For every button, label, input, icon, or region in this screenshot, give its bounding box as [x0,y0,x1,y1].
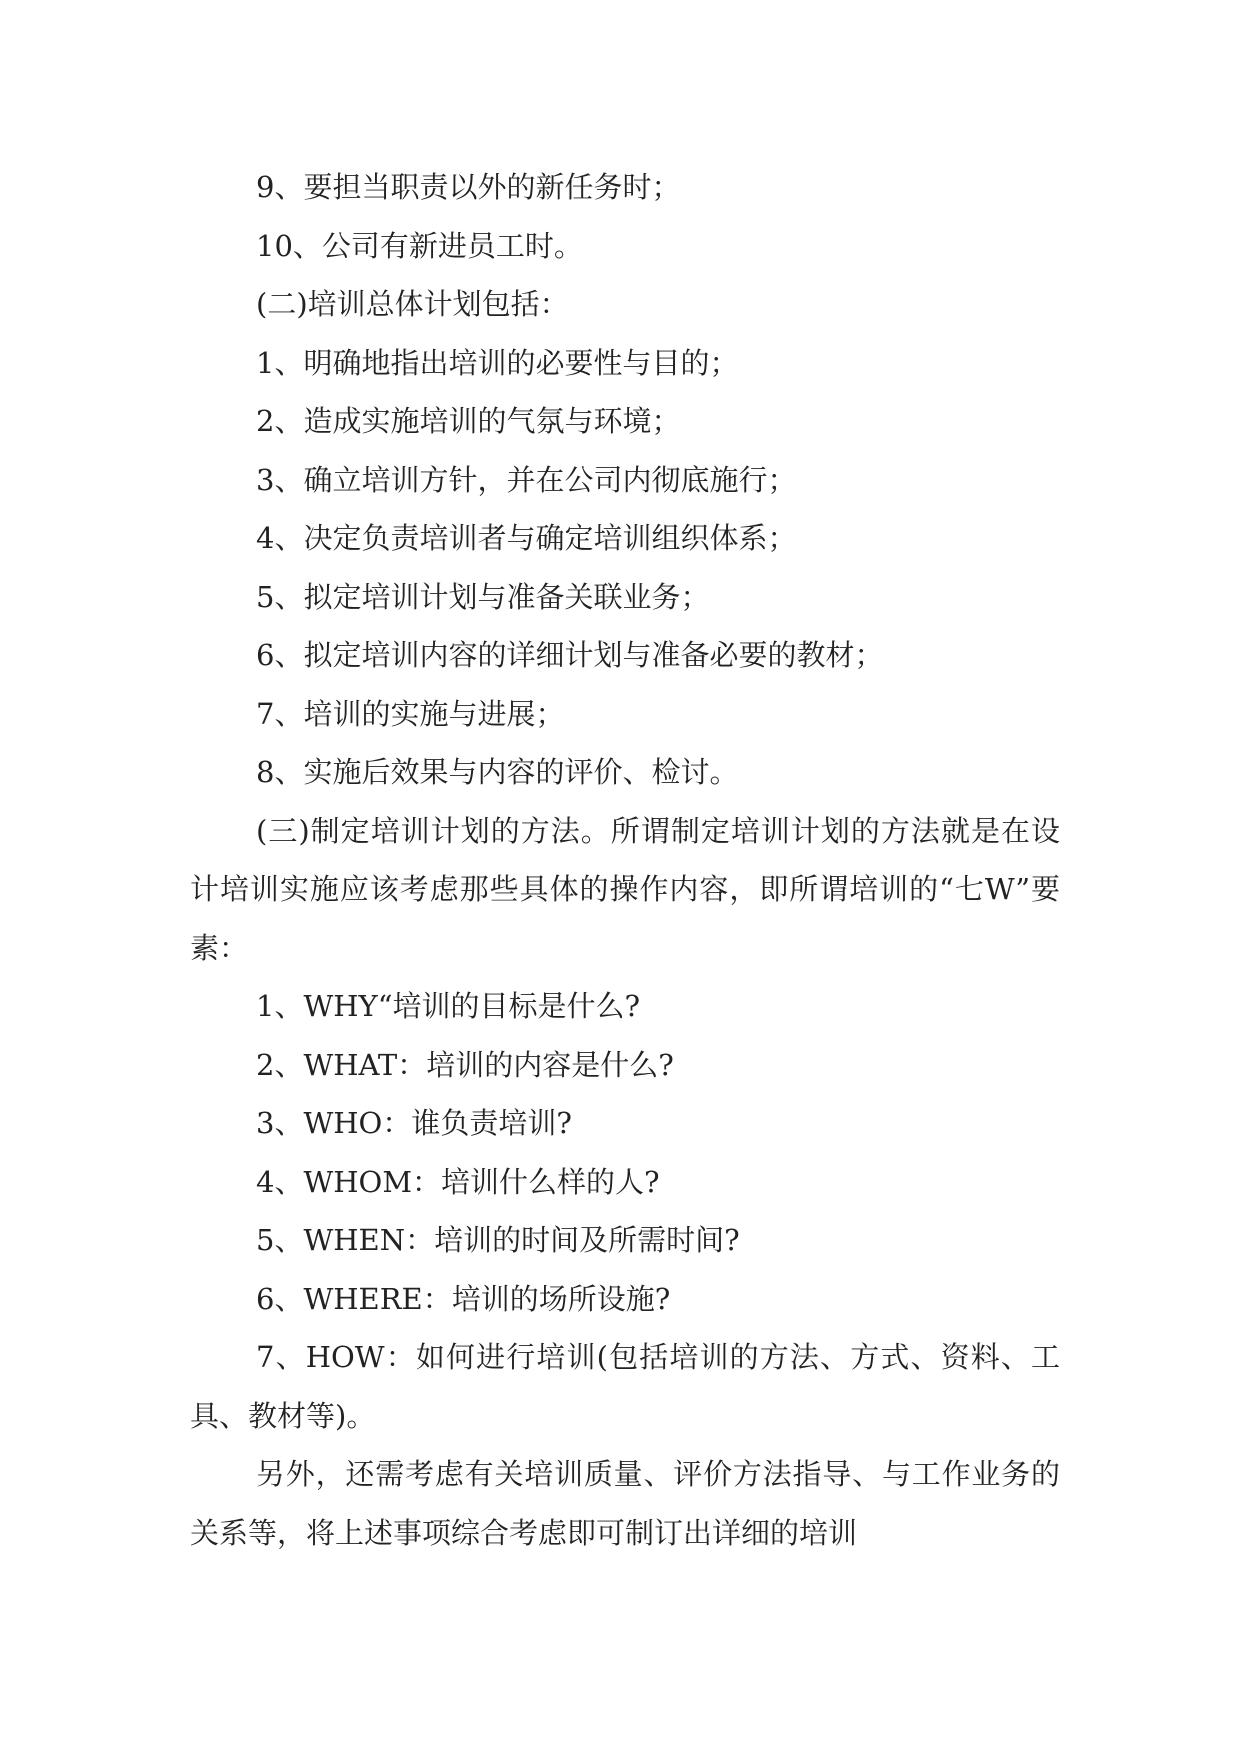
w-item-who: 3、WHO：谁负责培训? [256,1106,572,1140]
section-heading-2: (二)培训总体计划包括： [256,287,569,321]
w-item-when: 5、WHEN：培训的时间及所需时间? [256,1223,740,1257]
document-body [190,158,1060,1562]
w-item-where: 6、WHERE：培训的场所设施? [256,1281,671,1316]
w-item-what: 2、WHAT：培训的内容是什么? [256,1047,674,1082]
list-item-9: 9、要担当职责以外的新任务时； [256,170,681,204]
plan-item-8: 8、实施后效果与内容的评价、检讨。 [256,755,739,789]
list-item-10: 10、公司有新进员工时。 [256,228,583,263]
w-item-why: 1、WHY“培训的目标是什么? [256,989,641,1023]
plan-item-4: 4、决定负责培训者与确定培训组织体系； [256,521,797,555]
w-item-how: 7、HOW：如何进行培训(包括培训的方法、方式、资料、工具、教材等)。 [190,1340,1060,1433]
plan-item-7: 7、培训的实施与进展； [256,696,565,731]
plan-item-6: 6、拟定培训内容的详细计划与准备必要的教材； [256,638,884,672]
plan-item-5: 5、拟定培训计划与准备关联业务； [256,579,710,614]
plan-item-2: 2、造成实施培训的气氛与环境； [256,404,681,438]
plan-item-3: 3、确立培训方针，并在公司内彻底施行； [256,462,797,497]
w-item-whom: 4、WHOM：培训什么样的人? [256,1164,660,1199]
section-paragraph-3: (三)制定培训计划的方法。所谓制定培训计划的方法就是在设计培训实施应该考虑那些具体的操作内容，即所谓培训的“七W”要素： [190,813,1060,965]
closing-paragraph: 另外，还需考虑有关培训质量、评价方法指导、与工作业务的关系等，将上述事项综合考虑即可制订出详细的培训 [190,1457,1060,1550]
plan-item-1: 1、明确地指出培训的必要性与目的； [256,345,739,380]
